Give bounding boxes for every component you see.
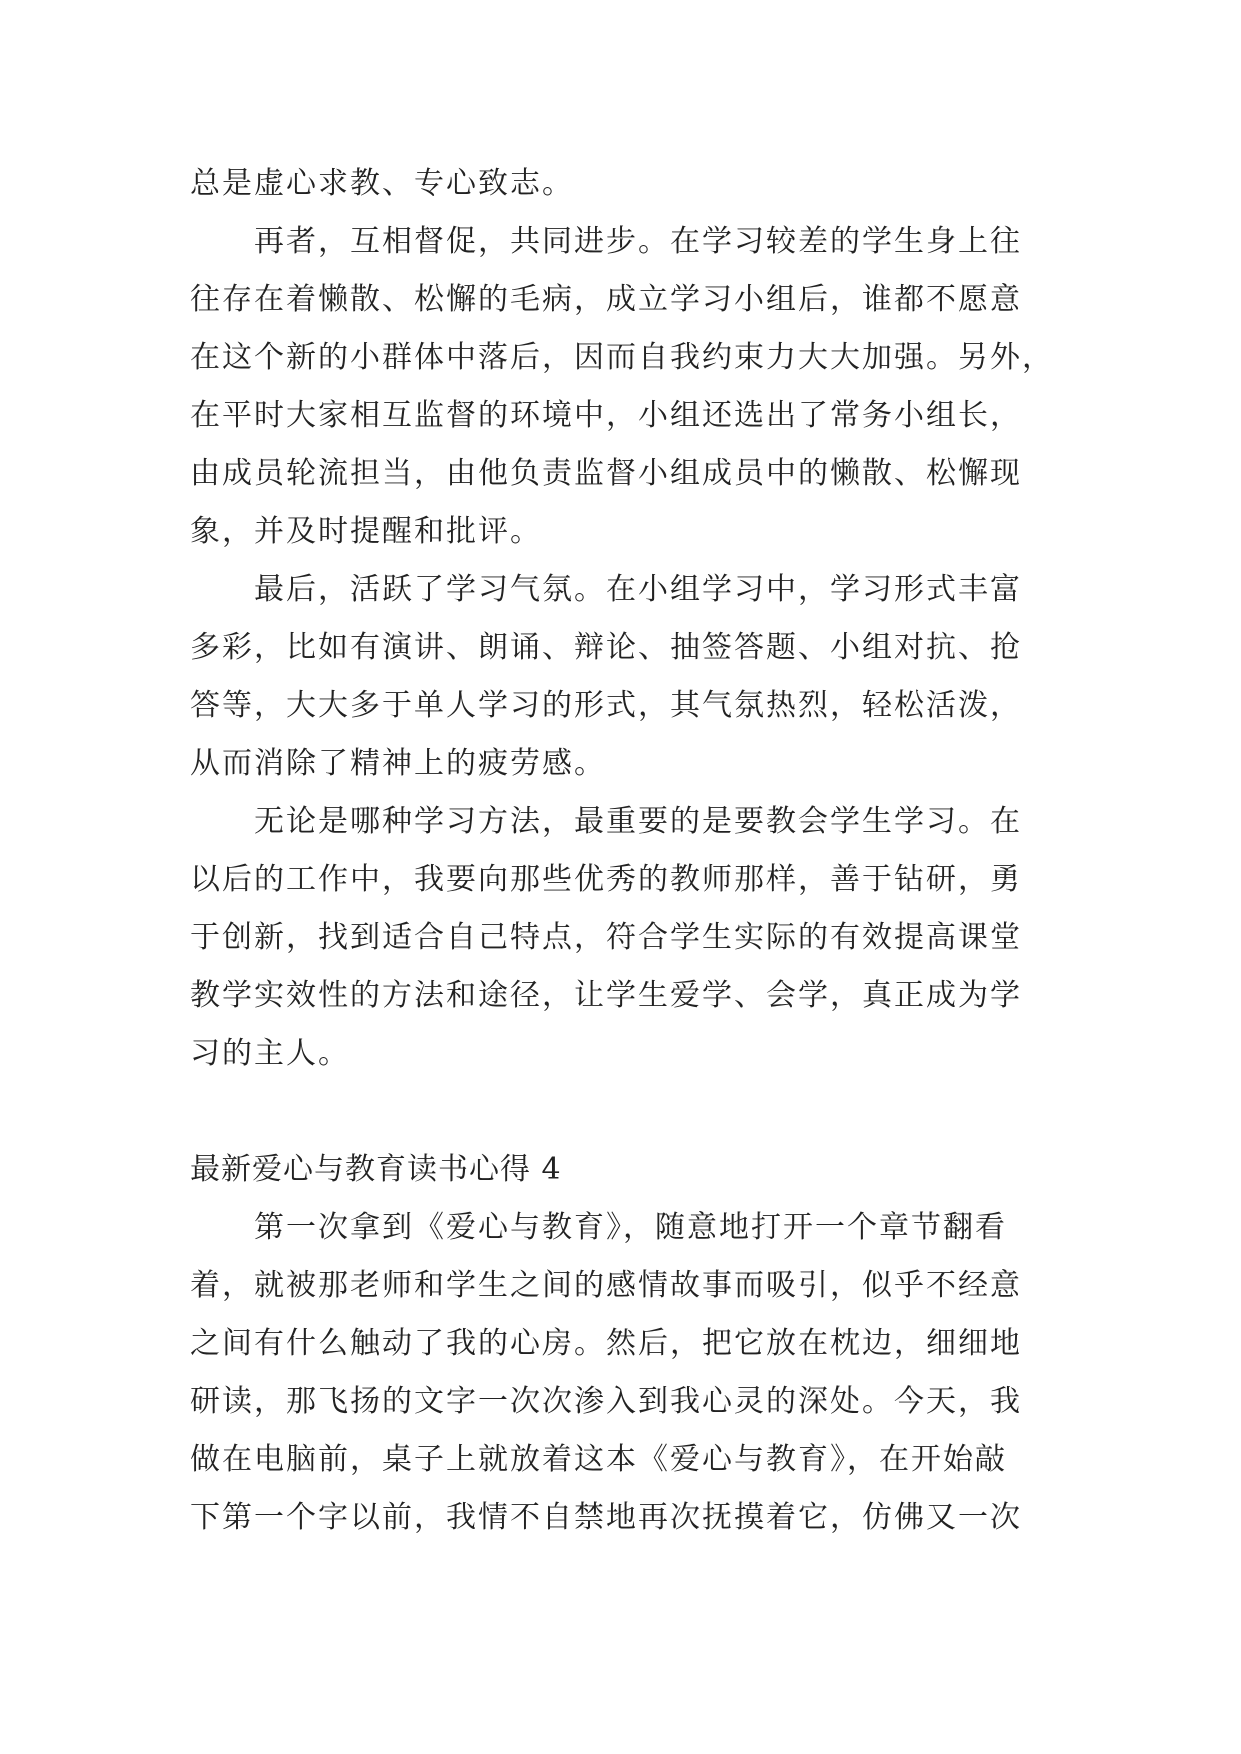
paragraph-continuation — [190, 155, 1060, 213]
text-line: 之间有什么触动了我的心房。然后，把它放在枕边，细细地 — [190, 1326, 1022, 1361]
text-line: 多彩，比如有演讲、朗诵、辩论、抽签答题、小组对抗、抢 — [190, 630, 1022, 665]
text-line: 答等，大大多于单人学习的形式，其气氛热烈，轻松活泼， — [190, 688, 1022, 723]
paragraph-learning-atmosphere — [190, 561, 1060, 793]
section-spacer — [190, 1083, 1060, 1141]
text-line: 于创新，找到适合自己特点，符合学生实际的有效提高课堂 — [190, 920, 1022, 955]
paragraph-conclusion — [190, 793, 1060, 1083]
text-line: 在这个新的小群体中落后，因而自我约束力大大加强。另外， — [190, 340, 1054, 375]
paragraph-mutual-supervision — [190, 213, 1060, 561]
text-line: 做在电脑前，桌子上就放着这本《爱心与教育》，在开始敲 — [190, 1442, 1007, 1477]
text-line: 研读，那飞扬的文字一次次渗入到我心灵的深处。今天，我 — [190, 1384, 1022, 1419]
text-line: 教学实效性的方法和途径，让学生爱学、会学，真正成为学 — [190, 978, 1022, 1013]
text-line: 习的主人。 — [190, 1036, 350, 1071]
paragraph-first-reading — [190, 1199, 1060, 1547]
section-title: 最新爱心与教育读书心得 4 — [190, 1152, 562, 1187]
text-line: 以后的工作中，我要向那些优秀的教师那样，善于钻研，勇 — [190, 862, 1022, 897]
text-line: 无论是哪种学习方法，最重要的是要教会学生学习。在 — [254, 804, 1022, 839]
text-line: 在平时大家相互监督的环境中，小组还选出了常务小组长， — [190, 398, 1022, 433]
text-line: 着，就被那老师和学生之间的感情故事而吸引，似乎不经意 — [190, 1268, 1022, 1303]
text-line: 从而消除了精神上的疲劳感。 — [190, 746, 606, 781]
text-line: 下第一个字以前，我情不自禁地再次抚摸着它，仿佛又一次 — [190, 1500, 1022, 1535]
text-line: 再者，互相督促，共同进步。在学习较差的学生身上往 — [254, 224, 1022, 259]
text-line: 象，并及时提醒和批评。 — [190, 514, 542, 549]
text-line: 最后，活跃了学习气氛。在小组学习中，学习形式丰富 — [254, 572, 1022, 607]
text-line: 由成员轮流担当，由他负责监督小组成员中的懒散、松懈现 — [190, 456, 1022, 491]
document-body — [190, 155, 1060, 1547]
text-line: 总是虚心求教、专心致志。 — [190, 166, 574, 201]
text-line: 第一次拿到《爱心与教育》，随意地打开一个章节翻看 — [254, 1210, 1007, 1245]
text-line: 往存在着懒散、松懈的毛病，成立学习小组后，谁都不愿意 — [190, 282, 1022, 317]
